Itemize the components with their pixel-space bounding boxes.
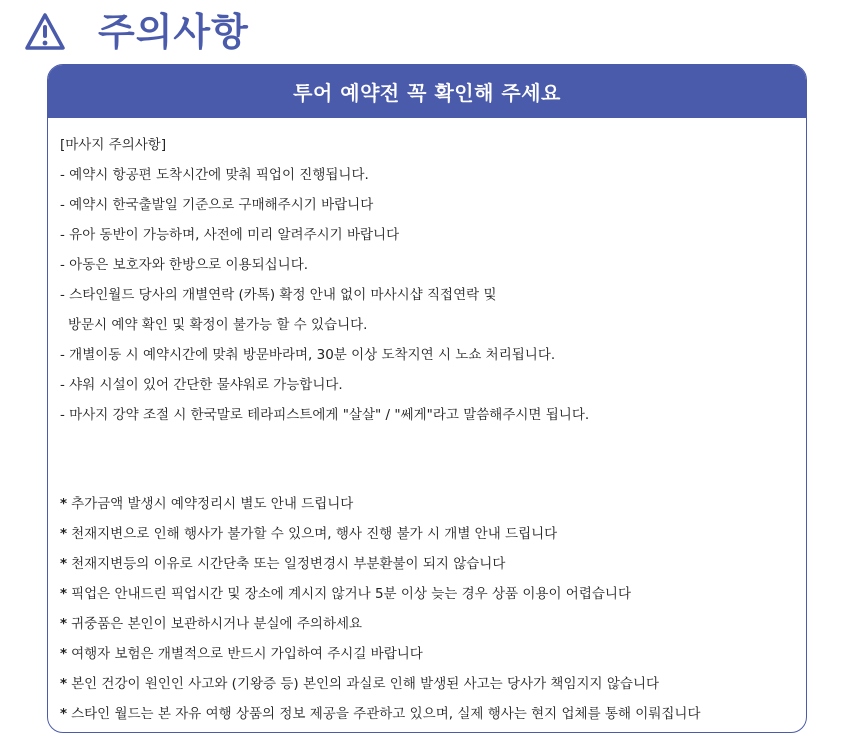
warning-triangle-icon — [24, 12, 66, 52]
asterisk-bullet: * — [60, 676, 68, 692]
general-note-text: 여행자 보험은 개별적으로 반드시 가입하여 주시길 바랍니다 — [71, 646, 423, 662]
general-note-text: 본인 건강이 원인인 사고와 (기왕증 등) 본인의 과실로 인해 발생된 사고는 당사가 책임지지 않습니다 — [71, 676, 660, 692]
general-note — [60, 669, 806, 699]
general-note — [60, 579, 806, 609]
asterisk-bullet: * — [60, 646, 68, 662]
massage-note: - 예약시 항공편 도착시간에 맞춰 픽업이 진행됩니다. — [60, 167, 369, 183]
page-title: 주의사항 — [98, 10, 249, 54]
massage-note: - 마사지 강약 조절 시 한국말로 테라피스트에게 "살살" / "쎄게"라고 말씀해주시면 됩니다. — [60, 407, 590, 423]
massage-note: - 예약시 한국출발일 기준으로 구매해주시기 바랍니다 — [60, 197, 374, 213]
massage-note: - 유아 동반이 가능하며, 사전에 미리 알려주시기 바랍니다 — [60, 227, 400, 243]
general-note-text: 스타인 월드는 본 자유 여행 상품의 정보 제공을 주관하고 있으며, 실제 행사는 현지 업체를 통해 이뤄집니다 — [71, 706, 701, 722]
general-note — [60, 519, 806, 549]
massage-note: - 개별이동 시 예약시간에 맞춰 방문바라며, 30분 이상 도착지연 시 노쇼 처리됩니다. — [60, 347, 556, 363]
general-note — [60, 489, 806, 519]
notice-body — [48, 118, 806, 729]
general-note — [60, 609, 806, 639]
general-note-text: 천재지변으로 인해 행사가 불가할 수 있으며, 행사 진행 불가 시 개별 안내 드립니다 — [71, 526, 558, 542]
notice-banner: 투어 예약전 꼭 확인해 주세요 — [48, 65, 806, 118]
general-note-text: 귀중품은 본인이 보관하시거나 분실에 주의하세요 — [71, 616, 363, 632]
massage-note: - 샤워 시설이 있어 간단한 물샤워로 가능합니다. — [60, 377, 343, 393]
asterisk-bullet: * — [60, 616, 68, 632]
massage-note: - 스타인월드 당사의 개별연락 (카톡) 확정 안내 없이 마사시샵 직접연락 및 — [60, 287, 497, 303]
general-note — [60, 699, 806, 729]
general-note-text: 천재지변등의 이유로 시간단축 또는 일정변경시 부분환불이 되지 않습니다 — [71, 556, 506, 572]
massage-section-title: [마사지 주의사항] — [60, 137, 167, 153]
asterisk-bullet: * — [60, 556, 68, 572]
general-note — [60, 549, 806, 579]
notice-card — [47, 64, 807, 733]
general-note-text: 추가금액 발생시 예약정리시 별도 안내 드립니다 — [71, 496, 354, 512]
section-spacer — [60, 430, 806, 489]
general-note-text: 픽업은 안내드린 픽업시간 및 장소에 계시지 않거나 5분 이상 늦는 경우 상품 이용이 어렵습니다 — [71, 586, 631, 602]
notice-heading — [24, 12, 249, 52]
asterisk-bullet: * — [60, 706, 68, 722]
asterisk-bullet: * — [60, 526, 68, 542]
massage-note-continued: 방문시 예약 확인 및 확정이 불가능 할 수 있습니다. — [68, 317, 368, 333]
general-note — [60, 639, 806, 669]
massage-note: - 아동은 보호자와 한방으로 이용되십니다. — [60, 257, 309, 273]
asterisk-bullet: * — [60, 496, 68, 512]
asterisk-bullet: * — [60, 586, 68, 602]
